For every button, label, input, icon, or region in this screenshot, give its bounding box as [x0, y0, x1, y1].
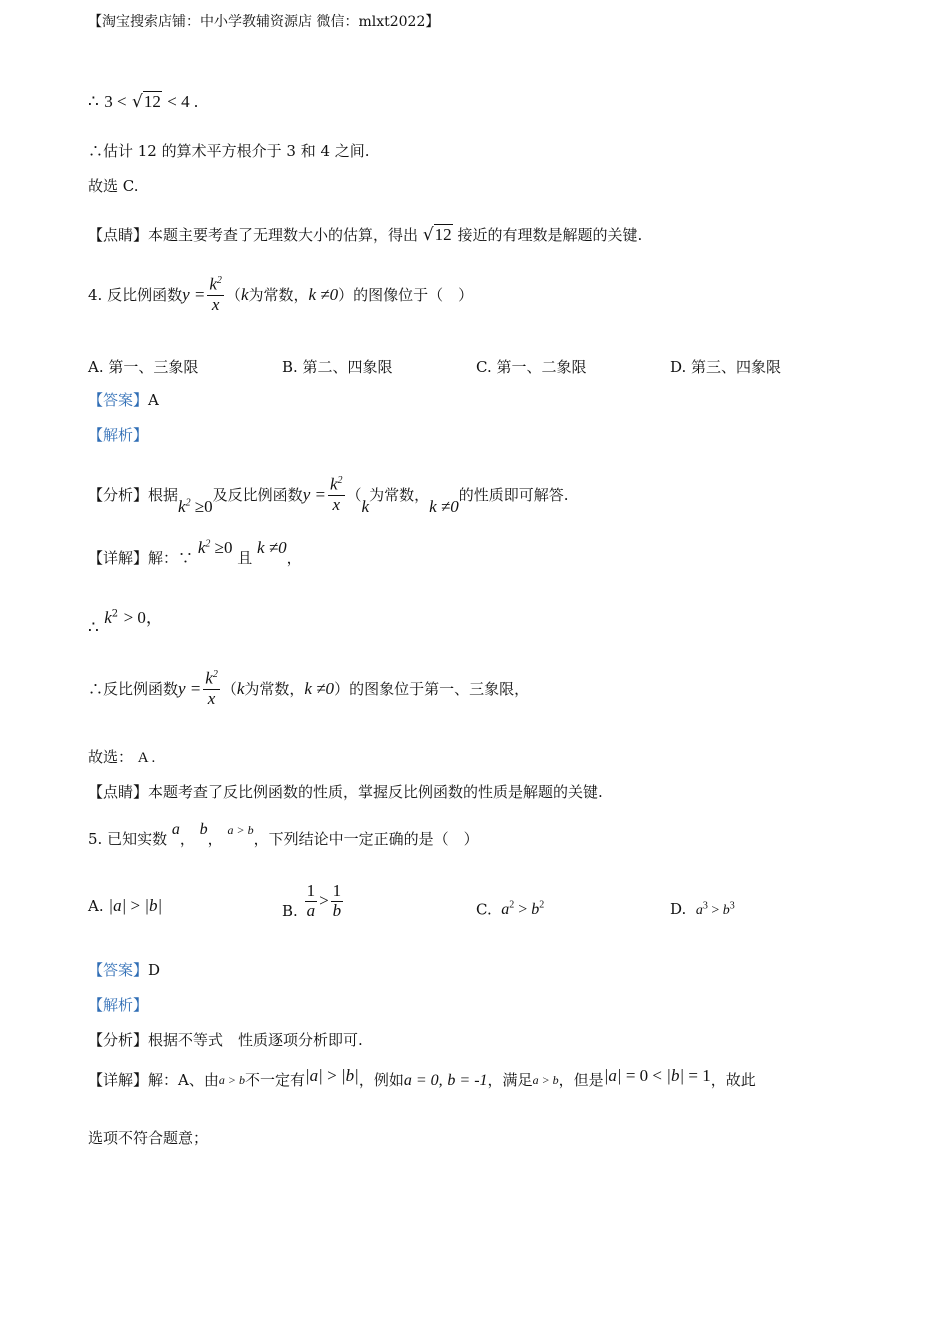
tip-label: 【点睛】 — [88, 783, 149, 801]
a-gt-b: a > b — [532, 1073, 559, 1087]
eq1: = 1 — [688, 1066, 711, 1085]
answer-label: 【答案】 — [88, 961, 149, 979]
exponent: 2 — [216, 275, 222, 287]
xj-label: 【详解】 — [88, 549, 149, 567]
var-b: b — [670, 1066, 680, 1085]
exponent: 3 — [702, 900, 708, 912]
comma: ， — [286, 549, 302, 567]
opt-label: C. — [476, 900, 492, 919]
xj-text: 解：A、由 — [148, 1071, 219, 1090]
q3-choice: 故选 C. — [88, 177, 139, 195]
q4-conclusion — [88, 664, 529, 714]
answer-value: D — [148, 961, 161, 979]
radicand: 12 — [143, 92, 161, 111]
ge0: ≥0 — [214, 538, 233, 557]
q4-suffix: ）的图像位于（ ） — [338, 286, 474, 304]
xj-text5: ，但是 — [558, 1071, 604, 1090]
k: k — [205, 669, 213, 689]
var-b: b — [332, 900, 342, 920]
k: k — [329, 475, 338, 495]
k-neq-zero: k ≠0 — [304, 678, 335, 698]
tip-text: 本题主要考查了无理数大小的估算，得出 — [148, 226, 419, 244]
concl-suffix: ）的图象位于第一、三象限， — [334, 680, 530, 698]
q4-analysis-label: 【解析】 — [88, 426, 149, 444]
var-b: b — [345, 1066, 355, 1085]
tip-label: 【点睛】 — [88, 226, 149, 244]
choice-label: 故选： — [88, 748, 134, 766]
k-squared-ge0 — [178, 497, 213, 517]
q5-option-c — [476, 900, 544, 919]
q5-option-b — [282, 876, 345, 926]
ineq-left: 3 < — [104, 92, 127, 111]
fx-text: 根据不等式 性质逐项分析即可. — [148, 1031, 363, 1049]
xj-text2: 不一定有 — [244, 1071, 305, 1090]
q4-stem — [88, 270, 473, 320]
q5-answer — [88, 961, 160, 979]
exponent: 2 — [539, 900, 545, 911]
k: k — [209, 275, 217, 295]
k: k — [178, 496, 186, 516]
q5-suffix: ，下列结论中一定正确的是（ ） — [253, 830, 479, 848]
q4-prefix: 4. 反比例函数 — [88, 286, 183, 304]
k: k — [104, 608, 112, 627]
fraction-k2-over-x — [203, 669, 220, 708]
ineq-right: < 4 . — [167, 92, 199, 111]
paren: （ — [346, 486, 362, 504]
tip-text: 本题考查了反比例函数的性质，掌握反比例函数的性质是解题的关键. — [148, 783, 603, 801]
q4-option-a: A. 第一、三象限 — [88, 358, 199, 376]
comma: ， — [145, 608, 163, 628]
abs-a-gt-abs-b: |a| > |b| — [304, 1066, 359, 1085]
x: x — [207, 688, 216, 708]
k-var: k — [240, 284, 249, 304]
paren: （ — [221, 680, 237, 698]
const-text: 为常数， — [248, 286, 309, 304]
q5-stem: 5. 已知实数 a， b， $^{a > b}$，下列结论中一定正确的是（ ） — [88, 821, 479, 848]
q4-tip — [88, 783, 603, 801]
fraction-1-over-a — [305, 882, 318, 920]
q5-option-d — [670, 900, 735, 919]
k-var: k — [236, 678, 245, 698]
var-a: a — [608, 1066, 617, 1085]
q3-tip — [88, 225, 642, 245]
gt: > — [319, 891, 329, 910]
q4-option-c: C. 第一、二象限 — [476, 358, 587, 376]
y-equals: y = — [302, 484, 326, 504]
k-neq-zero: k ≠0 — [429, 496, 459, 516]
var-b: b — [722, 903, 730, 918]
therefore-symbol: ∴ — [88, 92, 99, 112]
fraction-k2-over-x — [207, 275, 224, 314]
a-gt-b: a > b — [227, 823, 254, 837]
exponent: 2 — [212, 669, 218, 681]
var-b: b — [531, 901, 540, 919]
q5-fx — [88, 1031, 363, 1049]
exponent: 2 — [509, 900, 515, 911]
k-squared-ge0 — [198, 538, 233, 557]
q5-prefix: 5. 已知实数 — [88, 830, 168, 848]
therefore-symbol: ∴ — [88, 618, 99, 638]
k-neq-zero: k ≠0 — [257, 538, 287, 557]
fraction-k2-over-x — [328, 475, 345, 514]
const-text: 为常数， — [369, 486, 430, 504]
exponent: 2 — [337, 475, 343, 487]
q5-xj — [88, 1066, 756, 1090]
q4-therefore-k2 — [88, 608, 163, 638]
a2-gt-b2 — [501, 901, 544, 918]
q4-answer — [88, 391, 159, 409]
abs-values-expr: |a| = 0 < |b| = 1 — [603, 1066, 711, 1085]
opt-label: D. — [670, 900, 687, 918]
exponent: 2 — [205, 538, 211, 550]
sqrt-expression: √12 — [422, 225, 452, 245]
var-a: a — [695, 903, 703, 918]
gt: > — [518, 901, 528, 919]
gt: > — [327, 1066, 337, 1085]
opt-label: B. — [282, 902, 298, 920]
var-a: a — [309, 1066, 319, 1085]
fx-label: 【分析】 — [88, 1031, 149, 1049]
one: 1 — [332, 880, 342, 900]
fx-label: 【分析】 — [88, 486, 149, 504]
a3-gt-b3 — [695, 900, 735, 918]
q4-option-b: B. 第二、四象限 — [282, 358, 393, 376]
q5-option-a — [88, 896, 162, 916]
const-text: 为常数， — [244, 680, 305, 698]
fx-text2: 及反比例函数 — [212, 486, 303, 504]
q5-xj-line2: 选项不符合题意； — [88, 1129, 209, 1147]
sqrt-expression: √12 — [131, 92, 161, 112]
y-equals: y = — [178, 678, 202, 698]
xj-text3: ，例如 — [358, 1071, 404, 1090]
opt-label: A. — [88, 897, 104, 915]
y-equals: y = — [182, 284, 206, 304]
fraction-1-over-b — [331, 882, 344, 920]
xj-text: 解：∵ — [148, 549, 194, 567]
k: k — [197, 538, 206, 557]
xj-text6: ，故此 — [710, 1071, 756, 1090]
xj-label: 【详解】 — [88, 1071, 149, 1090]
q4-xj — [88, 538, 302, 568]
abs-a-gt-abs-b: |a| > |b| — [108, 896, 163, 915]
eq0-lt: = 0 < — [625, 1066, 662, 1085]
q3-estimate: ∴估计 12 的算术平方根介于 3 和 4 之间. — [88, 142, 370, 160]
tip-text-end: 接近的有理数是解题的关键. — [457, 226, 643, 244]
page-header: 【淘宝搜索店铺：中小学教辅资源店 微信：mlxt2022】 — [88, 14, 440, 30]
var-a: a — [171, 821, 180, 838]
var-b: b — [149, 896, 158, 915]
answer-label: 【答案】 — [88, 391, 149, 409]
exponent: 3 — [729, 900, 735, 912]
a-gt-b: a > b — [218, 1073, 245, 1087]
k-var: k — [361, 496, 370, 516]
and-text: 且 — [237, 549, 253, 567]
ge0: ≥0 — [194, 496, 213, 516]
k-neq-zero: k ≠0 — [308, 284, 339, 304]
exponent: 2 — [185, 497, 191, 509]
radicand: 12 — [434, 225, 452, 244]
q5-analysis-label: 【解析】 — [88, 996, 149, 1014]
gt: > — [130, 896, 141, 915]
q3-inequality — [88, 92, 198, 112]
gt: > — [711, 903, 720, 918]
xj-text4: ，满足 — [487, 1071, 533, 1090]
fx-text3: 的性质即可解答. — [458, 486, 569, 504]
q4-fx — [88, 470, 569, 520]
b-eq-minus1: b = -1 — [447, 1071, 488, 1089]
paren: （ — [225, 286, 241, 304]
fx-text: 根据 — [148, 486, 179, 504]
var-b: b — [199, 821, 208, 838]
concl-prefix: ∴反比例函数 — [88, 680, 179, 698]
gt0: > 0 — [123, 608, 146, 627]
q4-choice — [88, 748, 155, 767]
var-a: a — [501, 901, 510, 919]
q4-option-d: D. 第三、四象限 — [670, 358, 782, 376]
choice-value: A . — [137, 750, 156, 766]
answer-value: A — [148, 391, 159, 409]
x: x — [211, 294, 220, 314]
exponent: 2 — [111, 608, 119, 620]
x: x — [332, 494, 341, 514]
var-a: a — [113, 896, 122, 915]
var-a: a — [306, 900, 316, 920]
a-eq-0: a = 0, — [403, 1071, 443, 1089]
one: 1 — [306, 880, 316, 900]
